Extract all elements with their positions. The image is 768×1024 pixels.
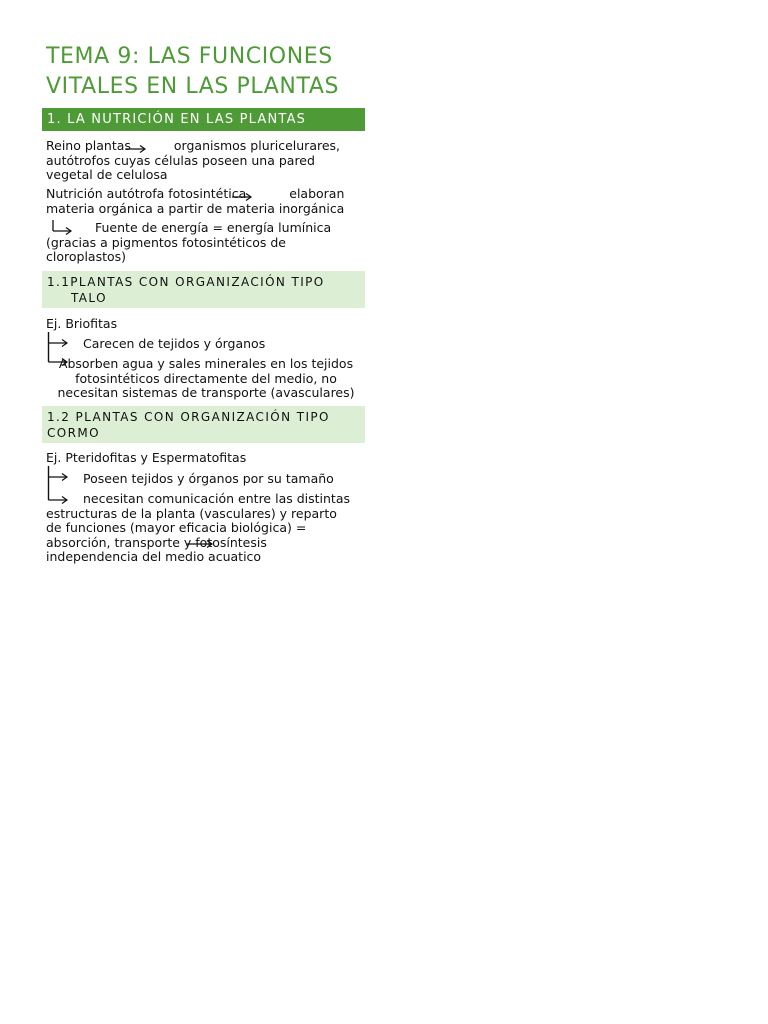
pteridofitas-point-2-line-1: necesitan comunicación entre las distintas: [83, 491, 351, 506]
nutricion-line-1: [46, 187, 366, 202]
section-1-1-example: [46, 317, 366, 332]
briofitas-point-2-line-1: Absorben agua y sales minerales en los tejidos: [58, 356, 354, 371]
reino-rest: organismos pluricelurares,: [173, 138, 341, 153]
nutricion-lead: Nutrición autótrofa fotosintética: [46, 186, 247, 201]
reino-line-2: autótrofos cuyas células poseen una pared: [46, 152, 315, 168]
pteridofitas-point-1: [46, 472, 366, 487]
reino-line-1: [46, 139, 366, 154]
pteridofitas-point-2-line-5: independencia del medio acuatico: [46, 549, 262, 564]
section-1-2-example: [46, 451, 366, 466]
briofitas-point-1: [46, 337, 366, 352]
briofitas-point-2: [42, 357, 370, 401]
section-1-1-heading: [42, 271, 365, 308]
briofitas-example: Ej. Briofitas: [46, 316, 118, 331]
section-1-1-heading-line-2: TALO: [71, 291, 107, 305]
fuente-line-3: cloroplastos): [46, 249, 127, 264]
briofitas-point-2-line-2: fotosintéticos directamente del medio, no: [75, 370, 337, 386]
pteridofitas-point-2-line-2: estructuras de la planta (vasculares) y reparto: [46, 505, 337, 521]
title-line-2: VITALES EN LAS PLANTAS: [46, 74, 340, 99]
pteridofitas-point-2: [46, 492, 366, 565]
pteridofitas-point-2-line-3: de funciones (mayor eficacia biológica) =: [46, 520, 307, 535]
nutricion-line-2: materia orgánica a partir de materia inorgánica: [46, 200, 345, 216]
nutricion-rest: elaboran: [289, 186, 345, 201]
fuente-line-1: Fuente de energía = energía lumínica: [95, 220, 332, 235]
arrow-right-icon: [187, 539, 215, 549]
page-title: [46, 42, 376, 102]
section-1-2-heading: [42, 406, 365, 443]
pteridofitas-point-2-line-4: absorción, transporte y fotosíntesis: [46, 534, 267, 550]
nutricion-paragraph: [46, 187, 366, 216]
pteridofitas-example: Ej. Pteridofitas y Espermatofitas: [46, 450, 247, 465]
briofitas-point-1-text: Carecen de tejidos y órganos: [83, 336, 266, 351]
briofitas-point-2-line-3: necesitan sistemas de transporte (avasculares): [57, 385, 355, 400]
reino-lead: Reino plantas: [46, 138, 131, 153]
reino-paragraph: [46, 139, 366, 183]
reino-line-3: vegetal de celulosa: [46, 167, 168, 182]
section-1-2-heading-line-1: 1.2 PLANTAS CON ORGANIZACIÓN TIPO: [47, 410, 330, 424]
section-1-1-heading-line-1: 1.1PLANTAS CON ORGANIZACIÓN TIPO: [47, 275, 325, 289]
section-1-heading: 1. LA NUTRICIÓN EN LAS PLANTAS: [42, 108, 365, 131]
title-line-1: TEMA 9: LAS FUNCIONES: [46, 44, 333, 69]
pteridofitas-point-1-text: Poseen tejidos y órganos por su tamaño: [83, 471, 334, 486]
section-1-2-heading-line-2: CORMO: [47, 426, 100, 440]
arrow-right-icon: [126, 144, 148, 154]
fuente-line-2: (gracias a pigmentos fotosintéticos de: [46, 234, 287, 250]
fuente-paragraph: [46, 221, 366, 265]
arrow-right-icon: [232, 192, 254, 202]
